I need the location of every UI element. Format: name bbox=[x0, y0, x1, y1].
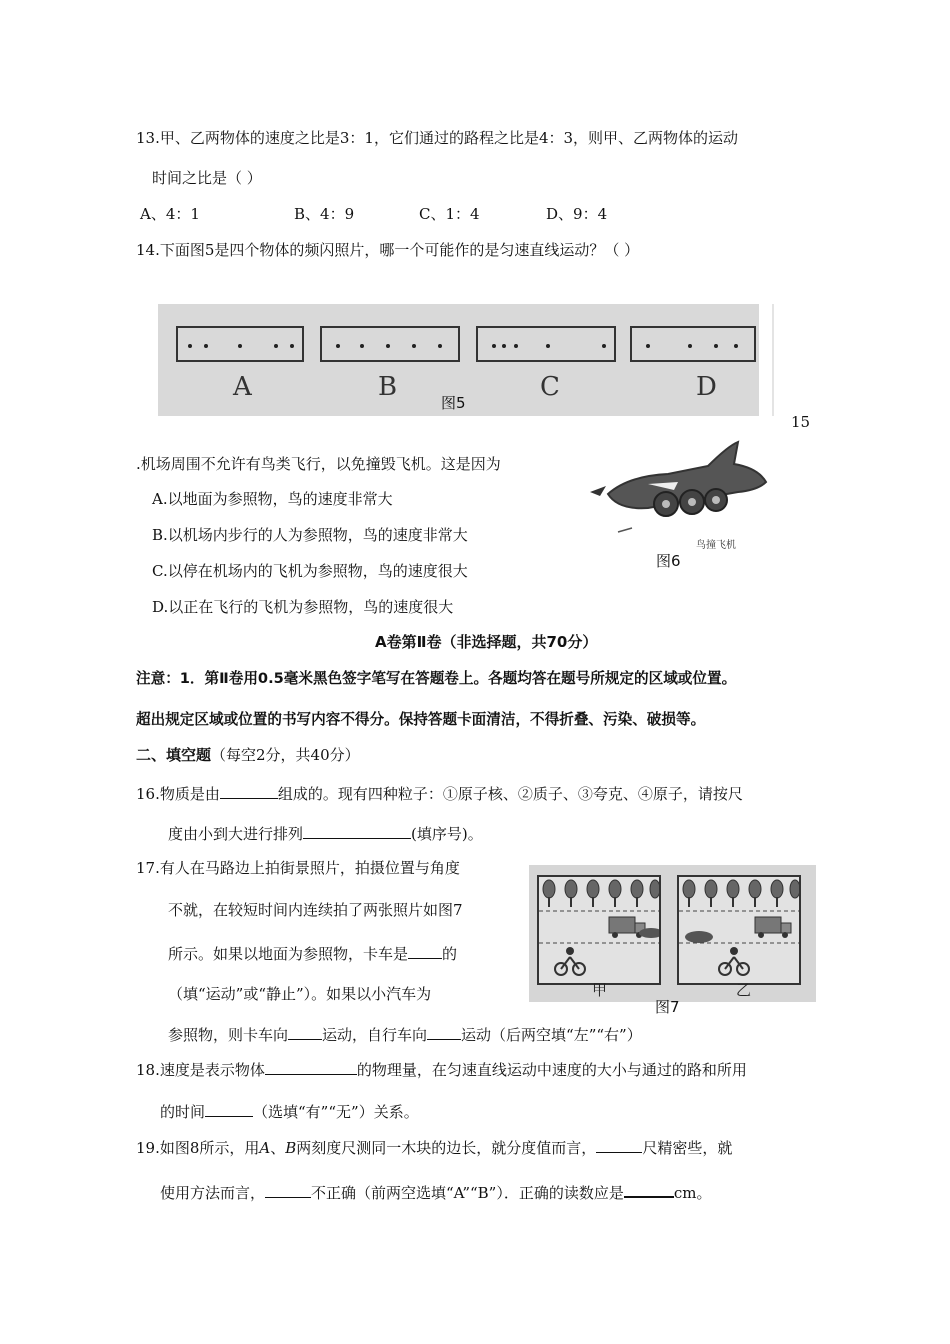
strobe-dot bbox=[602, 344, 606, 348]
strobe-dot bbox=[386, 344, 390, 348]
q15-option-a: A.以地面为参照物，鸟的速度非常大 bbox=[152, 490, 393, 508]
q19-text-2a: 使用方法而言， bbox=[160, 1184, 266, 1202]
figure-7-caption: 图7 bbox=[655, 998, 680, 1016]
figure-5-label-a: A bbox=[233, 372, 252, 402]
strobe-dot bbox=[336, 344, 340, 348]
figure-7-panel-jia bbox=[537, 875, 661, 985]
strobe-dot bbox=[412, 344, 416, 348]
q18-text-2a: 的时间 bbox=[160, 1103, 206, 1121]
strobe-box-c bbox=[476, 326, 616, 362]
q13-line2: 时间之比是（ ） bbox=[152, 169, 262, 187]
part-title: 二、填空题 bbox=[136, 746, 212, 764]
q16-text-c: 度由小到大进行排列 bbox=[168, 825, 304, 843]
q17-text-5b: 运动，自行车向 bbox=[322, 1026, 428, 1044]
bird-plane-illustration bbox=[588, 436, 770, 554]
q16-text-d: (填序号)。 bbox=[411, 825, 483, 843]
q19-text-2c: cm。 bbox=[673, 1184, 712, 1202]
q13-line1: 13.甲、乙两物体的速度之比是3：1，它们通过的路程之比是4：3，则甲、乙两物体的运动 bbox=[136, 129, 739, 147]
q18-blank-2[interactable] bbox=[205, 1100, 253, 1117]
strobe-dot bbox=[514, 344, 518, 348]
street-scene-yi bbox=[679, 877, 799, 983]
figure-6-caption: 图6 bbox=[656, 552, 681, 570]
strobe-dot bbox=[360, 344, 364, 348]
q17-text-5c: 运动（后两空填“左”“右”） bbox=[461, 1026, 642, 1044]
q17-line5 bbox=[168, 1023, 642, 1045]
q18-text-2b: （选填“有”“无”）关系。 bbox=[253, 1103, 419, 1121]
figure-6-inner-text: 鸟撞飞机 bbox=[696, 540, 736, 551]
q18-line1 bbox=[136, 1058, 747, 1080]
q13-option-b: B、4：9 bbox=[294, 205, 355, 223]
q19-blank-3[interactable] bbox=[624, 1180, 674, 1198]
q19-line1 bbox=[136, 1136, 732, 1158]
q19-line2 bbox=[160, 1180, 711, 1203]
q14-text: 14.下面图5是四个物体的频闪照片，哪一个可能作的是匀速直线运动？（ ） bbox=[136, 241, 640, 259]
q13-option-c: C、1：4 bbox=[419, 205, 480, 223]
strobe-box-b bbox=[320, 326, 460, 362]
figure-5-label-b: B bbox=[378, 372, 398, 402]
q17-text-3a: 所示。如果以地面为参照物，卡车是 bbox=[168, 945, 409, 963]
q17-text-3b: 的 bbox=[442, 945, 458, 963]
notice-line2: 超出规定区域或位置的书写内容不得分。保持答题卡面清洁，不得折叠、污染、破损等。 bbox=[136, 711, 706, 728]
strobe-dot bbox=[646, 344, 650, 348]
strobe-dot bbox=[546, 344, 550, 348]
q16-line2 bbox=[168, 822, 483, 844]
strobe-dot bbox=[502, 344, 506, 348]
strobe-dot bbox=[290, 344, 294, 348]
q18-text-1a: 18.速度是表示物体 bbox=[136, 1061, 265, 1079]
figure-5-label-c: C bbox=[540, 372, 560, 402]
q16-text-b: 组成的。现有四种粒子：①原子核、②质子、③夸克、④原子，请按尺 bbox=[277, 785, 743, 803]
q17-blank-2[interactable] bbox=[288, 1023, 322, 1040]
q13-option-a: A、4：1 bbox=[140, 205, 200, 223]
section-title: A卷第Ⅱ卷（非选择题，共70分） bbox=[375, 633, 598, 651]
strobe-dot bbox=[438, 344, 442, 348]
q19-ruler-a: A bbox=[259, 1139, 271, 1157]
q15-option-c: C.以停在机场内的飞机为参照物，鸟的速度很大 bbox=[152, 562, 468, 580]
q17-line4: （填“运动”或“静止”）。如果以小汽车为 bbox=[168, 985, 432, 1003]
q19-ruler-b: B bbox=[285, 1139, 297, 1157]
q15-option-d: D.以正在飞行的飞机为参照物，鸟的速度很大 bbox=[152, 598, 454, 616]
q17-blank-3[interactable] bbox=[427, 1023, 461, 1040]
strobe-dot bbox=[204, 344, 208, 348]
q18-text-1b: 的物理量，在匀速直线运动中速度的大小与通过的路和所用 bbox=[356, 1061, 747, 1079]
q17-text-5a: 参照物，则卡车向 bbox=[168, 1026, 289, 1044]
part-note: （每空2分，共40分） bbox=[211, 746, 360, 764]
figure-5 bbox=[158, 304, 759, 416]
strobe-dot bbox=[734, 344, 738, 348]
q19-blank-2[interactable] bbox=[265, 1181, 311, 1198]
strobe-box-a bbox=[176, 326, 304, 362]
strobe-dot bbox=[714, 344, 718, 348]
figure-divider bbox=[772, 304, 774, 416]
q13-option-d: D、9：4 bbox=[546, 205, 608, 223]
figure-7 bbox=[529, 865, 816, 1002]
strobe-dot bbox=[238, 344, 242, 348]
part-heading bbox=[136, 745, 360, 765]
q19-text-2b: 不正确（前两空选填“A”“B”）．正确的读数应是 bbox=[311, 1184, 624, 1202]
figure-7-label-jia: 甲 bbox=[592, 981, 608, 999]
q17-line1: 17.有人在马路边上拍街景照片，拍摄位置与角度 bbox=[136, 859, 460, 877]
street-scene-jia bbox=[539, 877, 659, 983]
q16-blank-1[interactable] bbox=[220, 782, 278, 799]
strobe-dot bbox=[188, 344, 192, 348]
strobe-dot bbox=[274, 344, 278, 348]
q19-text-1c: 、 bbox=[270, 1139, 286, 1157]
figure-5-label-d: D bbox=[696, 372, 717, 402]
notice-line1: 注意：1．第Ⅱ卷用0.5毫米黑色签字笔写在答题卷上。各题均答在题号所规定的区域或位置。 bbox=[136, 670, 737, 687]
strobe-dot bbox=[688, 344, 692, 348]
figure-6 bbox=[588, 436, 770, 554]
q17-line3 bbox=[168, 942, 457, 964]
q18-blank-1[interactable] bbox=[265, 1058, 357, 1075]
q19-text-1f: 尺精密些，就 bbox=[642, 1139, 733, 1157]
strobe-box-d bbox=[630, 326, 756, 362]
q17-blank-1[interactable] bbox=[408, 942, 442, 959]
figure-7-label-yi: 乙 bbox=[736, 981, 752, 999]
q16-line1 bbox=[136, 782, 743, 804]
q15-text: .机场周围不允许有鸟类飞行，以免撞毁飞机。这是因为 bbox=[136, 455, 501, 473]
strobe-dot bbox=[492, 344, 496, 348]
q15-number: 15 bbox=[791, 413, 811, 431]
q19-text-1a: 19.如图8所示，用 bbox=[136, 1139, 260, 1157]
q18-line2 bbox=[160, 1100, 419, 1122]
q15-option-b: B.以机场内步行的人为参照物，鸟的速度非常大 bbox=[152, 526, 468, 544]
q17-line2: 不就，在较短时间内连续拍了两张照片如图7 bbox=[168, 901, 463, 919]
q19-text-1e: 两刻度尺测同一木块的边长，就分度值而言， bbox=[296, 1139, 597, 1157]
figure-5-caption: 图5 bbox=[441, 394, 466, 412]
q16-blank-2[interactable] bbox=[303, 822, 411, 839]
q19-blank-1[interactable] bbox=[596, 1136, 642, 1153]
figure-7-panel-yi bbox=[677, 875, 801, 985]
q16-text-a: 16.物质是由 bbox=[136, 785, 220, 803]
